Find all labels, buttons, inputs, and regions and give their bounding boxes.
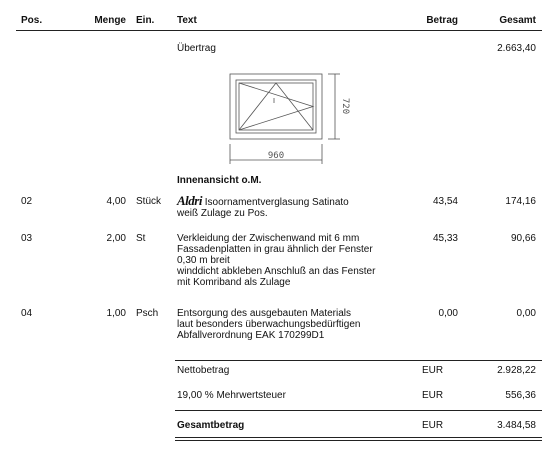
header-ein: Ein. (136, 15, 155, 26)
window-drawing (222, 68, 352, 170)
totals-rule-top (175, 360, 542, 361)
item-unit: St (136, 233, 146, 244)
gesamt-amount: 3.484,58 (497, 420, 536, 431)
item-pos: 04 (21, 308, 33, 319)
gesamt-currency: EUR (422, 420, 444, 431)
totals-double-rule-1 (175, 437, 542, 438)
totals-rule-middle (175, 410, 542, 411)
netto-amount: 2.928,22 (497, 365, 536, 376)
width-dimension-label: 960 (267, 151, 285, 161)
item-betrag: 45,33 (432, 233, 458, 244)
item-gesamt: 0,00 (516, 308, 536, 319)
header-pos: Pos. (21, 15, 43, 26)
item-menge: 4,00 (106, 196, 126, 207)
uebertrag-label: Übertrag (177, 43, 216, 54)
gesamt-label: Gesamtbetrag (177, 420, 245, 431)
item-pos: 03 (21, 233, 33, 244)
header-rule (16, 30, 542, 31)
item-pos: 02 (21, 196, 33, 207)
uebertrag-amount: 2.663,40 (497, 43, 536, 54)
item-unit: Stück (136, 196, 162, 207)
item-description: Verkleidung der Zwischenwand mit 6 mm Fassadenplatten in grau ähnlich der Fenster 0,30 m breit winddicht abkleben Anschluß an das Fenster mit Komriband als Zulage (177, 233, 376, 288)
item-menge: 1,00 (106, 308, 126, 319)
totals-double-rule-2 (175, 440, 542, 441)
drawing-caption: Innenansicht o.M. (177, 175, 262, 186)
item-betrag: 0,00 (438, 308, 458, 319)
item-menge: 2,00 (106, 233, 126, 244)
mwst-amount: 556,36 (505, 390, 536, 401)
height-dimension-label: 720 (340, 97, 350, 115)
header-gesamt: Gesamt (499, 15, 536, 26)
item-description: Aldri Isoornamentverglasung Satinato weiß Zulage zu Pos. (177, 193, 349, 219)
header-text: Text (177, 15, 197, 26)
item-betrag: 43,54 (432, 196, 458, 207)
mwst-label: 19,00 % Mehrwertsteuer (177, 390, 286, 401)
header-menge: Menge (94, 15, 126, 26)
header-betrag: Betrag (426, 15, 458, 26)
item-description: Entsorgung des ausgebauten Materials laut besonders überwachungsbedürftigen Abfallverordnung EAK 170299D1 (177, 308, 361, 341)
item-unit: Psch (136, 308, 159, 319)
aldri-logo: Aldri (177, 193, 202, 208)
item-gesamt: 90,66 (510, 233, 536, 244)
netto-label: Nettobetrag (177, 365, 230, 376)
mwst-currency: EUR (422, 390, 444, 401)
item-gesamt: 174,16 (505, 196, 536, 207)
netto-currency: EUR (422, 365, 444, 376)
